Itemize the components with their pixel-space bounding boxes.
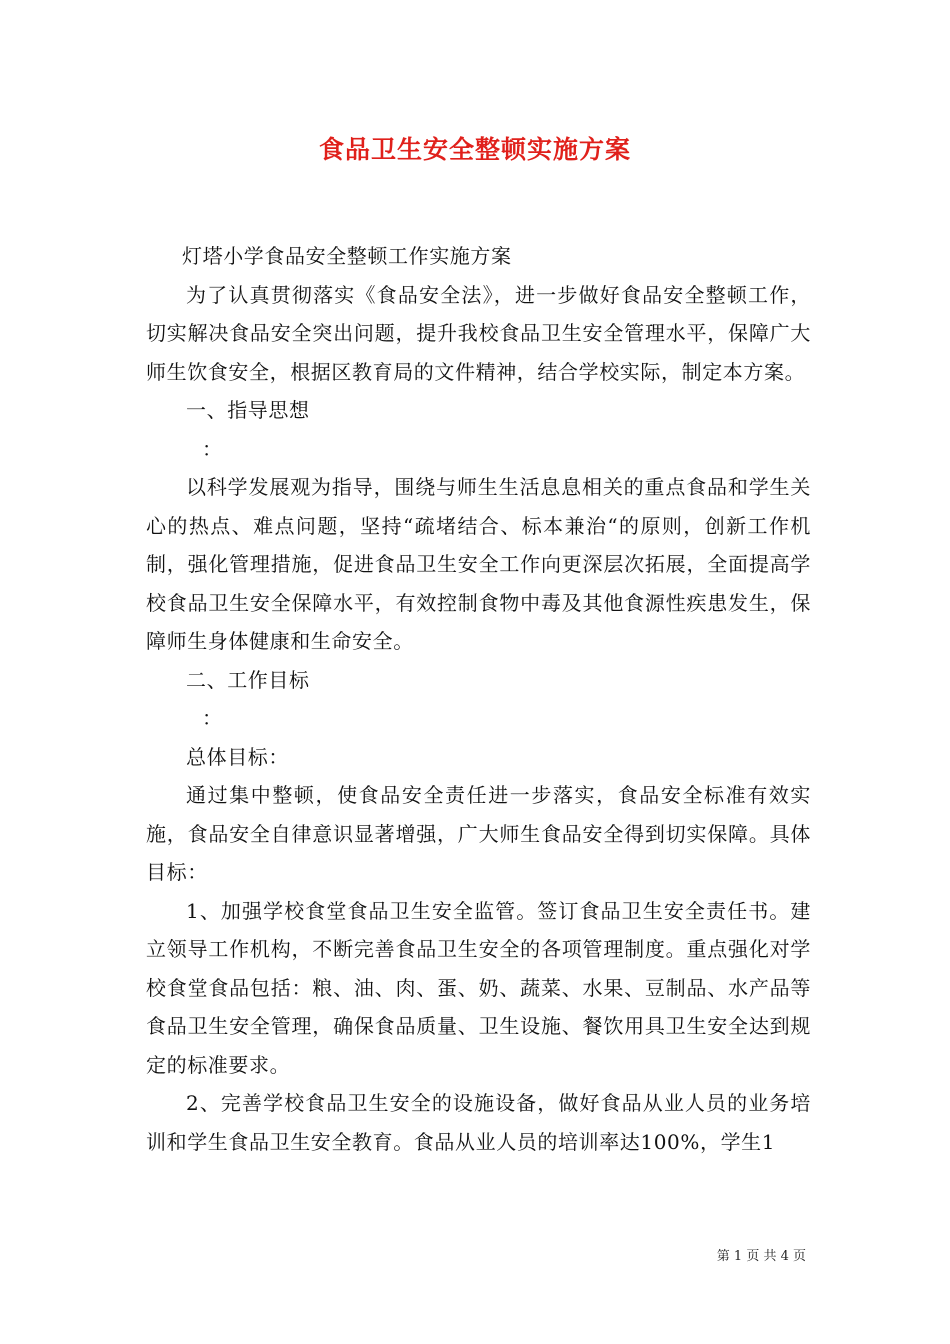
overall-goal-label: 总体目标： [186, 744, 289, 769]
goal-item-1: 1、加强学校食堂食品卫生安全监管。签订食品卫生安全责任书。建立领导工作机构，不断完善食品卫生安全的各项管理制度。重点强化对学校食堂食品包括：粮、油、肉、蛋、奶、蔬菜、水果、豆制品、水产品等食品卫生安全管理，确保食品质量、卫生设施、餐饮用具卫生安全达到规定的标准要求。 [146, 898, 811, 1077]
colon-line: ： [202, 706, 223, 730]
colon-line: ： [202, 436, 223, 461]
document-subtitle: 灯塔小学食品安全整顿工作实施方案 [182, 244, 512, 268]
section-heading-work-goals: 二、工作目标 [186, 667, 310, 692]
intro-paragraph: 为了认真贯彻落实《食品安全法》，进一步做好食品安全整顿工作，切实解决食品安全突出问题，提升我校食品卫生安全管理水平，保障广大师生饮食安全，根据区教育局的文件精神，结合学校实际，制定本方案。 [146, 282, 811, 384]
section-heading-guiding-ideology: 一、指导思想 [186, 398, 310, 422]
page-indicator: 第 1 页 共 4 页 [716, 1249, 806, 1264]
goal-item-2: 2、完善学校食品卫生安全的设施设备，做好食品从业人员的业务培训和学生食品卫生安全教育。食品从业人员的培训率达100%，学生1 [146, 1091, 811, 1154]
document-title: 食品卫生安全整顿实施方案 [318, 135, 631, 164]
overall-goal-paragraph: 通过集中整顿，使食品安全责任进一步落实，食品安全标准有效实施，食品安全自律意识显著增强，广大师生食品安全得到切实保障。具体目标： [146, 783, 811, 884]
document-body [146, 237, 811, 1161]
guiding-ideology-paragraph: 以科学发展观为指导，围绕与师生生活息息相关的重点食品和学生关心的热点、难点问题，坚持“疏堵结合、标本兼治“的原则，创新工作机制，强化管理措施，促进食品卫生安全工作向更深层次拓展，全面提高学校食品卫生安全保障水平，有效控制食物中毒及其他食源性疾患发生，保障师生身体健康和生命安全。 [146, 475, 811, 653]
